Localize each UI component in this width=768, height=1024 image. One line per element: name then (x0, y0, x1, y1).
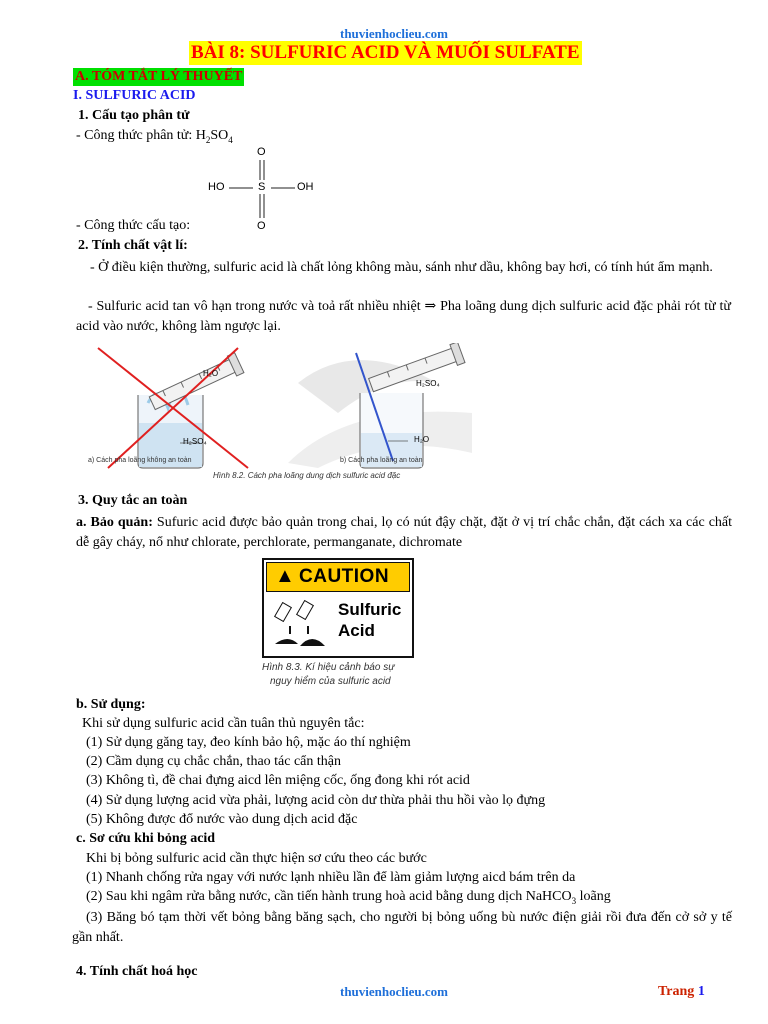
hydroxyl-left: HO (208, 181, 225, 193)
caution-name-line2: Acid (338, 621, 375, 640)
warning-triangle-icon: ▲ (275, 565, 295, 587)
caution-banner-text: CAUTION (299, 566, 390, 587)
structural-formula (205, 146, 325, 236)
first-aid-step-2-tail: loãng (576, 889, 611, 904)
s3-a-text: Sufuric acid được bảo quản trong chai, lọ có nút đậy chặt, đặt ở vị trí chắc chắn, đặt cách xa các chất dễ gây cháy, nổ như chlorate, perchlorate, permanganate, dichromate (76, 515, 733, 550)
page-label: Trang (658, 984, 695, 999)
caution-name-line1: Sulfuric (338, 600, 402, 619)
list-item: (2) Cầm dụng cụ chắc chắn, thao tác cẩn thận (86, 754, 342, 769)
figure-8-3-caption-line2: nguy hiểm của sulfuric acid (270, 676, 391, 687)
fig-label-a: a) Cách pha loãng không an toàn (88, 457, 192, 464)
implies-arrow-icon: ⇒ (424, 299, 437, 314)
s3-a-paragraph (76, 513, 732, 553)
formula-label: - Công thức phân tử: H (76, 128, 206, 143)
dilution-figure (88, 343, 472, 483)
page-number (658, 984, 705, 1000)
sulfur-atom: S (258, 181, 266, 193)
section-i-heading: I. SULFURIC ACID (73, 88, 196, 103)
h2so4-label-a: H₂SO₄ (183, 437, 207, 446)
footer-site[interactable]: thuvienhoclieu.com (340, 984, 448, 999)
formula-tail: SO (210, 128, 229, 143)
header-site[interactable]: thuvienhoclieu.com (340, 26, 448, 41)
s3-c-intro: Khi bị bỏng sulfuric acid cần thực hiện sơ cứu theo các bước (86, 851, 427, 866)
corrosive-icon (270, 596, 330, 651)
s2-paragraph-2 (76, 297, 731, 337)
list-item: (3) Không tì, đề chai đựng aicd lên miệng cốc, ống đong khi rót acid (86, 773, 470, 788)
s2-p2-part1: - Sulfuric acid tan vô hạn trong nước và toả rất nhiều nhiệt (88, 299, 421, 314)
first-aid-step: (3) Băng bó tạm thời vết bỏng bằng băng sạch, cho người bị bỏng uống bù nước điện giải rồi đưa đến cở sở y tế gần nhất. (72, 910, 732, 945)
oxygen-top: O (257, 146, 266, 158)
formula-sub-2: 2 (205, 134, 211, 145)
nahco3-subscript: 3 (571, 895, 577, 906)
molecular-formula (76, 128, 233, 145)
first-aid-step-2-text: (2) Sau khi ngâm rửa bằng nước, cần tiến hành trung hoà acid bằng dung dịch NaHCO (86, 889, 572, 904)
structural-formula-label: - Công thức cấu tạo: (76, 218, 191, 233)
h2o-label-b: H₂O (414, 435, 430, 444)
section-a-heading: A. TÓM TẮT LÝ THUYẾT (75, 69, 243, 84)
s3-c-heading: c. Sơ cứu khi bỏng acid (76, 831, 216, 846)
s4-heading: 4. Tính chất hoá học (76, 964, 198, 979)
h2so4-label-b: H₂SO₄ (416, 379, 440, 388)
s3-a-heading: a. Bảo quản: (76, 515, 153, 530)
s1-heading: 1. Cấu tạo phân tử (78, 108, 190, 123)
list-item: (1) Sử dụng găng tay, đeo kính bảo hộ, mặc áo thí nghiệm (86, 735, 411, 750)
caution-sign (262, 558, 412, 658)
s3-b-intro: Khi sử dụng sulfuric acid cần tuân thủ nguyên tắc: (82, 716, 365, 731)
fig-label-b: b) Cách pha loãng an toàn (340, 457, 423, 464)
s2-heading: 2. Tính chất vật lí: (78, 238, 188, 253)
h2o-label-a: H₂O (203, 369, 219, 378)
s3-heading: 3. Quy tắc an toàn (78, 493, 188, 508)
s2-p2-part2: Pha loãng dung dịch sulfuric acid đặc phải rót từ từ acid vào nước, không làm ngược lại. (76, 299, 732, 334)
oxygen-bottom: O (257, 220, 266, 232)
page-num: 1 (697, 984, 705, 999)
page-title: BÀI 8: SULFURIC ACID VÀ MUỐI SULFATE (191, 42, 580, 63)
s3-b-heading: b. Sử dụng: (76, 697, 146, 712)
formula-sub-4: 4 (228, 134, 233, 145)
first-aid-step (86, 889, 611, 906)
hydroxyl-right: OH (297, 181, 314, 193)
list-item: (4) Sử dụng lượng acid vừa phải, lượng acid còn dư thừa phải thu hồi vào lọ đựng (86, 793, 546, 808)
figure-8-2-caption: Hình 8.2. Cách pha loãng dung dịch sulfuric acid đặc (213, 471, 401, 480)
list-item: (5) Không được đổ nước vào dung dịch acid đặc (86, 812, 358, 827)
first-aid-step: (1) Nhanh chống rửa ngay với nước lạnh nhiều lần để làm giảm lượng aicd bám trên da (86, 870, 576, 885)
s2-paragraph-1: - Ở điều kiện thường, sulfuric acid là chất lỏng không màu, sánh như dầu, không bay hơi, có tính hút ẩm mạnh. (90, 260, 713, 275)
figure-8-3-caption-line1: Hình 8.3. Kí hiệu cảnh báo sự (262, 662, 395, 673)
caution-banner (266, 562, 410, 592)
